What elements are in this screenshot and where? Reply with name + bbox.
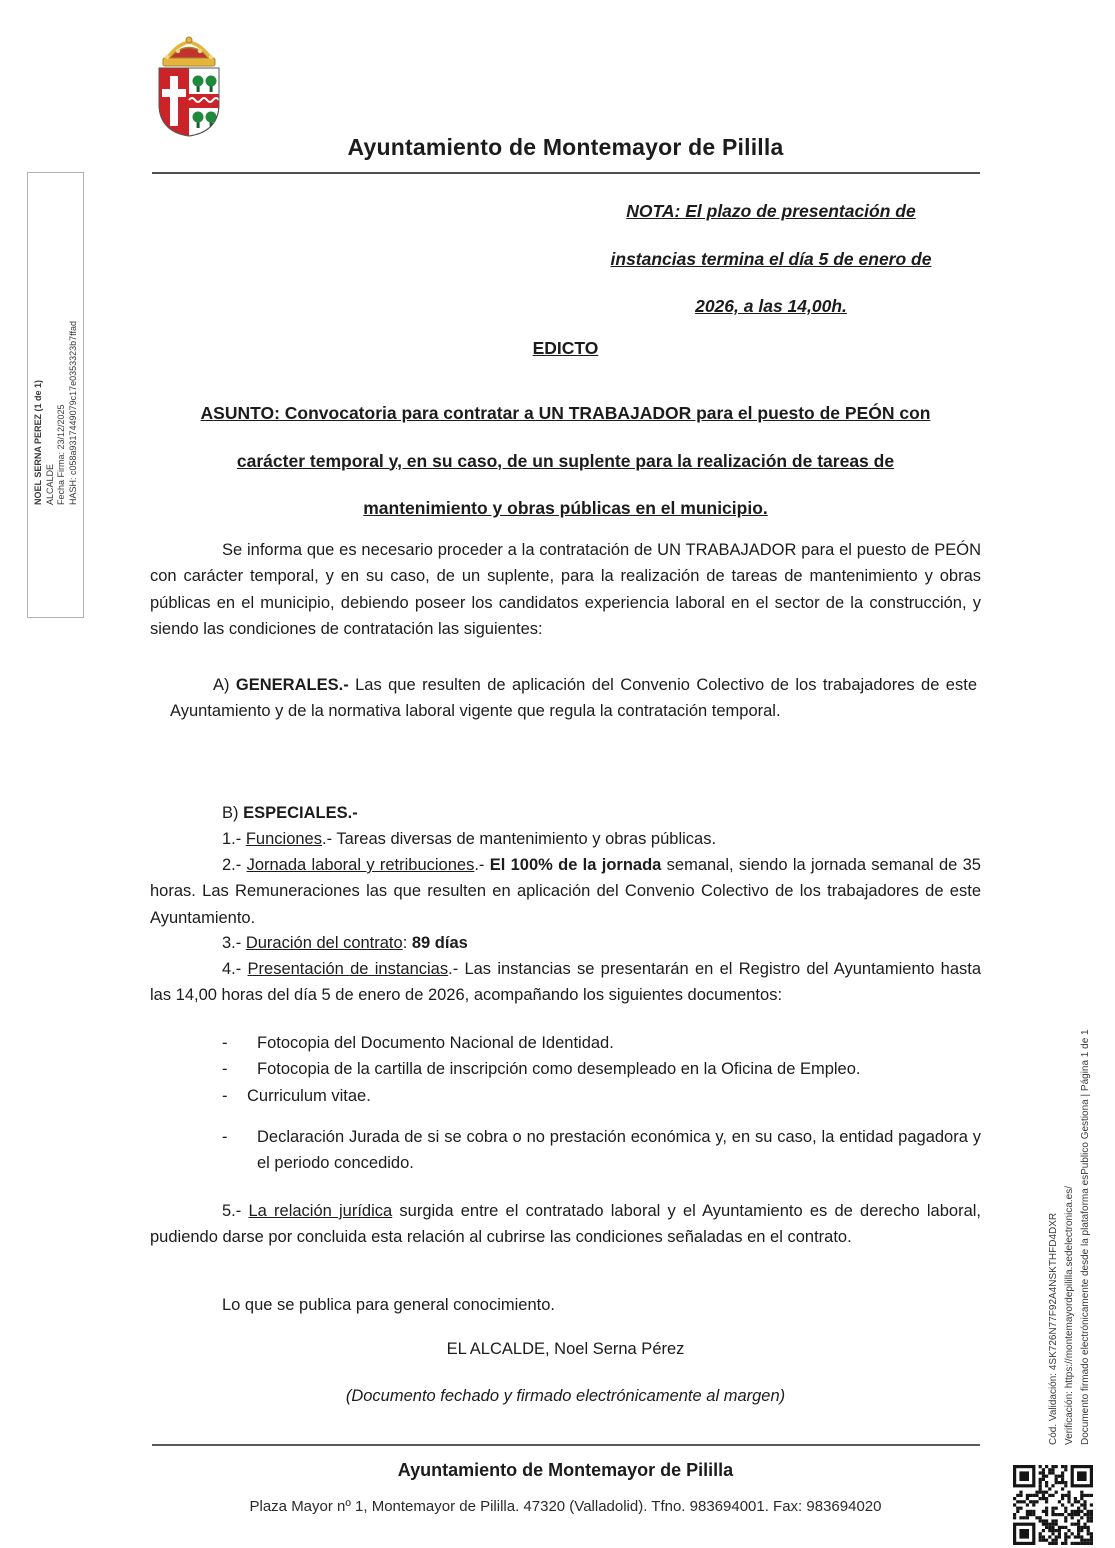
especiales-heading: B) ESPECIALES.- — [222, 804, 358, 822]
signature-margin-text — [28, 173, 83, 617]
qr-code-icon — [1013, 1465, 1093, 1545]
header-divider — [152, 172, 980, 174]
generales-heading: GENERALES.- — [235, 676, 349, 694]
item-presentacion: 4.- Presentación de instancias.- Las instancias se presentarán en el Registro del Ayuntamiento hasta las 14,00 horas del día 5 de enero de 2026, acompañando los siguientes documentos: — [150, 960, 982, 1005]
edicto-heading: EDICTO — [532, 338, 599, 358]
note-line-2: instancias termina el día 5 de enero de — [610, 248, 932, 269]
page-title: Ayuntamiento de Montemayor de Pililla — [347, 134, 784, 160]
asunto-heading — [150, 390, 981, 533]
list-item: - Declaración Jurada de si se cobra o no prestación económica y, en su caso, la entidad pagadora y el periodo concedido. — [150, 1124, 981, 1177]
item-relacion-juridica: 5.- La relación jurídica surgida entre el contratado laboral y el Ayuntamiento es de derecho laboral, pudiendo darse por concluida esta relación al cubrirse las condiciones señaladas en el contrato. — [150, 1202, 981, 1247]
mayor-signature-line: EL ALCALDE, Noel Serna Pérez — [446, 1340, 685, 1358]
list-item: - Fotocopia del Documento Nacional de Identidad. — [150, 1030, 981, 1056]
intro-paragraph: Se informa que es necesario proceder a la contratación de UN TRABAJADOR para el puesto de PEÓN con carácter temporal, y en su caso, de un suplente, para la realización de tareas de mantenimiento y obras públicas en el municipio, debiendo poseer los candidatos experiencia laboral en el sector de la construcción, y siendo las condiciones de contratación las siguientes: — [150, 541, 981, 638]
item-funciones: 1.- Funciones.- Tareas diversas de mantenimiento y obras públicas. — [222, 830, 717, 848]
validation-margin-column — [1046, 940, 1104, 1445]
bullet-dash: - — [222, 1034, 228, 1052]
footer-title: Ayuntamiento de Montemayor de Pililla — [397, 1460, 734, 1480]
validation-margin-text — [1046, 940, 1104, 1445]
signature-margin-box — [27, 172, 84, 618]
asunto-line-2: carácter temporal y, en su caso, de un suplente para la realización de tareas de — [236, 450, 895, 471]
bullet-dash: - — [222, 1086, 228, 1105]
asunto-line-3: mantenimiento y obras públicas en el municipio. — [363, 498, 768, 518]
verification-url: Verificación: https://montemayordepililla.sedelectronica.es/ — [1064, 1185, 1075, 1445]
signature-hash: HASH: c058a9317449079c17e0353323b7ffad — [67, 321, 78, 505]
deadline-note — [563, 188, 979, 331]
electronic-signature-note: (Documento fechado y firmado electrónicamente al margen) — [345, 1387, 786, 1405]
note-line-1: NOTA: El plazo de presentación de — [626, 201, 916, 221]
generales-label: A) — [213, 676, 236, 694]
item-duracion: 3.- Duración del contrato: 89 días — [222, 934, 468, 952]
asunto-line-1: ASUNTO: Convocatoria para contratar a UN TRABAJADOR para el puesto de PEÓN con — [200, 403, 931, 423]
coat-of-arms-icon — [148, 34, 230, 138]
bullet-dash: - — [222, 1127, 228, 1146]
footer-address: Plaza Mayor nº 1, Montemayor de Pililla. 47320 (Valladolid). Tfno. 983694001. Fax: 983694020 — [249, 1498, 882, 1515]
list-item: - Fotocopia de la cartilla de inscripción como desempleado en la Oficina de Empleo. — [150, 1056, 981, 1082]
item-jornada: 2.- Jornada laboral y retribuciones.- El 100% de la jornada semanal, siendo la jornada semanal de 35 horas. Las Remuneraciones las que resulten en aplicación del Convenio Colectivo de los trabajadores de este Ayuntamiento. — [150, 856, 981, 927]
signer-name: NOEL SERNA PEREZ (1 de 1) — [33, 379, 43, 505]
footer-divider — [152, 1444, 980, 1446]
list-item: - Curriculum vitae. — [150, 1083, 981, 1109]
generales-paragraph: A) GENERALES.- Las que resulten de aplicación del Convenio Colectivo de los trabajadores de este Ayuntamiento y de la normativa laboral vigente que regula la contratación temporal. — [170, 676, 977, 721]
documents-list — [150, 1030, 981, 1176]
note-line-3: 2026, a las 14,00h. — [695, 296, 847, 316]
platform-note: Documento firmado electrónicamente desde la plataforma esPublico Gestiona | Página 1 de 1 — [1080, 1029, 1091, 1445]
closing-line: Lo que se publica para general conocimiento. — [222, 1296, 555, 1314]
signer-role: ALCALDE — [44, 463, 55, 505]
validation-code: Cód. Validación: 4SK726N77F92A4NSKTHFD4DXR — [1048, 1212, 1059, 1445]
signature-date: Fecha Firma: 23/12/2025 — [56, 404, 66, 505]
bullet-dash: - — [222, 1060, 228, 1079]
